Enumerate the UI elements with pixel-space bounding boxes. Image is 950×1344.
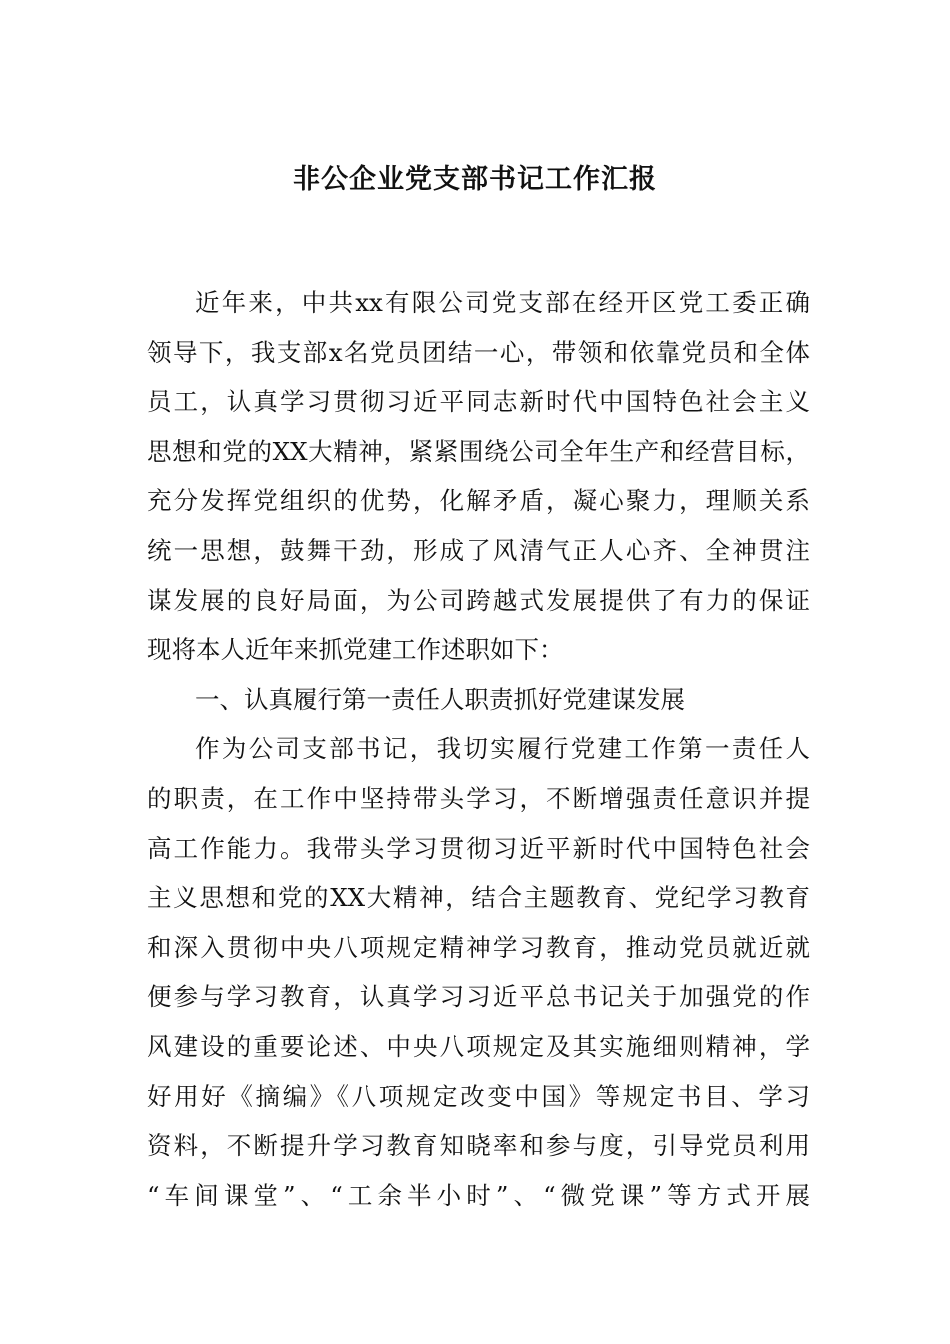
body-line: 的职责，在工作中坚持带头学习，不断增强责任意识并提	[147, 783, 810, 813]
body-line: 领导下，我支部x名党员团结一心，带领和依靠党员和全体	[147, 337, 810, 367]
body-line: 员工，认真学习贯彻习近平同志新时代中国特色社会主义	[147, 387, 810, 417]
body-line: 充分发挥党组织的优势，化解矛盾，凝心聚力，理顺关系	[147, 486, 810, 516]
body-line: 统一思想，鼓舞干劲，形成了风清气正人心齐、全神贯注	[147, 535, 810, 565]
section-heading: 一、认真履行第一责任人职责抓好党建谋发展	[195, 684, 685, 714]
body-line: 便参与学习教育，认真学习习近平总书记关于加强党的作	[147, 982, 810, 1012]
body-line: 高工作能力。我带头学习贯彻习近平新时代中国特色社会	[147, 833, 810, 863]
body-line: 思想和党的XX大精神，紧紧围绕公司全年生产和经营目标，	[147, 436, 810, 466]
body-line: 资料，不断提升学习教育知晓率和参与度，引导党员利用	[147, 1131, 810, 1161]
body-line: “车间课堂”、“工余半小时”、“微党课”等方式开展	[147, 1180, 810, 1210]
body-line: 作为公司支部书记，我切实履行党建工作第一责任人	[195, 734, 810, 764]
body-line: 近年来，中共xx有限公司党支部在经开区党工委正确	[195, 288, 810, 317]
body-line: 好用好《摘编》《八项规定改变中国》等规定书目、学习	[147, 1081, 810, 1111]
body-line: 风建设的重要论述、中央八项规定及其实施细则精神，学	[147, 1031, 810, 1061]
body-line: 和深入贯彻中央八项规定精神学习教育，推动党员就近就	[147, 932, 810, 962]
body-line: 谋发展的良好局面，为公司跨越式发展提供了有力的保证	[147, 585, 810, 615]
body-line: 现将本人近年来抓党建工作述职如下：	[147, 635, 564, 665]
document-title: 非公企业党支部书记工作汇报	[293, 164, 657, 195]
document-body	[147, 282, 810, 1224]
body-line: 主义思想和党的XX大精神，结合主题教育、党纪学习教育	[147, 883, 810, 913]
